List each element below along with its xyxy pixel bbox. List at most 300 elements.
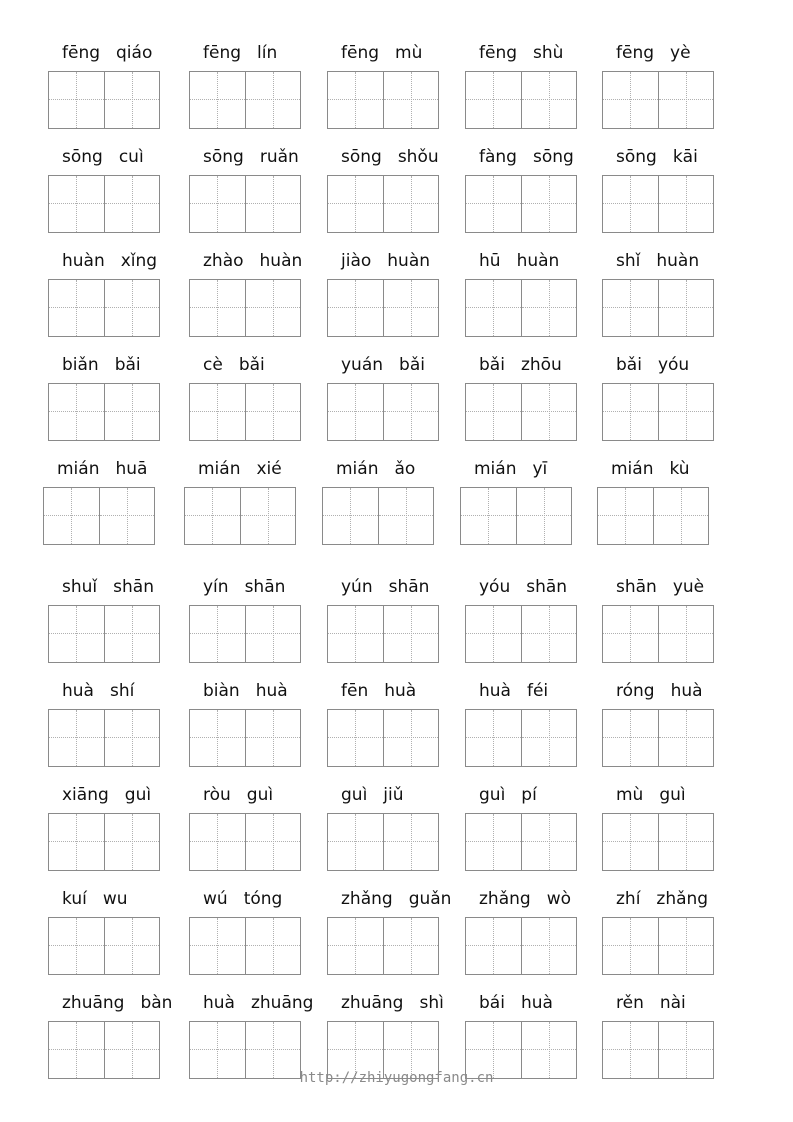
word-item xyxy=(602,888,714,988)
writing-grid xyxy=(189,813,301,871)
word-item xyxy=(327,354,439,454)
character-cell[interactable] xyxy=(658,918,713,974)
pinyin-syllable: guì xyxy=(479,785,506,805)
guide-line-vertical xyxy=(681,488,682,544)
character-cell[interactable] xyxy=(658,814,713,870)
character-cell[interactable] xyxy=(658,710,713,766)
character-cell[interactable] xyxy=(245,72,300,128)
pinyin-syllable: shí xyxy=(109,681,135,701)
pinyin-label xyxy=(341,680,416,702)
pinyin-label xyxy=(616,250,699,272)
word-row xyxy=(0,42,793,146)
character-cell[interactable] xyxy=(190,918,245,974)
pinyin-syllable: jiào xyxy=(341,251,372,271)
character-cell[interactable] xyxy=(603,280,658,336)
word-row xyxy=(0,888,793,992)
pinyin-syllable: guì xyxy=(659,785,686,805)
character-cell[interactable] xyxy=(104,384,159,440)
pinyin-syllable: shǒu xyxy=(397,147,439,167)
character-cell[interactable] xyxy=(323,488,378,544)
pinyin-syllable: ruǎn xyxy=(259,147,299,167)
writing-grid xyxy=(602,605,714,663)
pinyin-label xyxy=(341,784,404,806)
word-item xyxy=(602,146,714,246)
pinyin-syllable: yuè xyxy=(672,577,705,597)
pinyin-syllable: róng xyxy=(616,681,655,701)
pinyin-label xyxy=(203,250,302,272)
pinyin-syllable: mián xyxy=(474,459,517,479)
pinyin-syllable: huà xyxy=(255,681,288,701)
writing-grid xyxy=(189,917,301,975)
pinyin-syllable: biǎn xyxy=(62,355,99,375)
guide-line-vertical xyxy=(76,710,77,766)
guide-line-vertical xyxy=(686,814,687,870)
pinyin-label xyxy=(611,458,690,480)
character-cell[interactable] xyxy=(383,606,438,662)
pinyin-syllable: bǎi xyxy=(616,355,642,375)
character-cell[interactable] xyxy=(658,280,713,336)
word-item xyxy=(327,888,452,988)
pinyin-syllable: féi xyxy=(526,681,549,701)
character-cell[interactable] xyxy=(466,814,521,870)
guide-line-vertical xyxy=(630,814,631,870)
character-cell[interactable] xyxy=(49,72,104,128)
pinyin-label xyxy=(341,250,430,272)
character-cell[interactable] xyxy=(521,384,576,440)
pinyin-label xyxy=(474,458,547,480)
pinyin-syllable: shuǐ xyxy=(62,577,98,597)
pinyin-label xyxy=(203,784,273,806)
pinyin-label xyxy=(479,784,537,806)
word-item xyxy=(465,576,577,676)
guide-line-vertical xyxy=(406,488,407,544)
character-cell[interactable] xyxy=(245,606,300,662)
guide-line-vertical xyxy=(71,488,72,544)
word-item xyxy=(327,146,439,246)
pinyin-label xyxy=(203,992,313,1014)
character-cell[interactable] xyxy=(245,280,300,336)
word-row xyxy=(0,354,793,458)
character-cell[interactable] xyxy=(190,814,245,870)
pinyin-label xyxy=(57,458,147,480)
character-cell[interactable] xyxy=(245,710,300,766)
guide-line-vertical xyxy=(549,72,550,128)
guide-line-vertical xyxy=(625,488,626,544)
guide-line-vertical xyxy=(76,384,77,440)
pinyin-syllable: cè xyxy=(203,355,223,375)
character-cell[interactable] xyxy=(328,710,383,766)
character-cell[interactable] xyxy=(190,280,245,336)
character-cell[interactable] xyxy=(104,814,159,870)
character-cell[interactable] xyxy=(190,176,245,232)
word-item xyxy=(465,354,577,454)
pinyin-syllable: xǐng xyxy=(120,251,158,271)
pinyin-syllable: shì xyxy=(419,993,444,1013)
character-cell[interactable] xyxy=(383,72,438,128)
writing-grid xyxy=(460,487,572,545)
writing-grid xyxy=(327,71,439,129)
word-item xyxy=(327,576,439,676)
pinyin-syllable: huà xyxy=(670,681,703,701)
writing-grid xyxy=(189,71,301,129)
word-item xyxy=(322,458,434,558)
character-cell[interactable] xyxy=(49,814,104,870)
pinyin-label xyxy=(62,146,144,168)
writing-grid xyxy=(465,383,577,441)
word-item xyxy=(189,250,301,350)
pinyin-syllable: shān xyxy=(244,577,286,597)
guide-line-vertical xyxy=(493,814,494,870)
pinyin-label xyxy=(62,250,157,272)
pinyin-label xyxy=(479,576,567,598)
guide-line-vertical xyxy=(132,710,133,766)
writing-grid xyxy=(327,917,439,975)
pinyin-syllable: yún xyxy=(341,577,373,597)
pinyin-syllable: zhí xyxy=(616,889,641,909)
character-cell[interactable] xyxy=(185,488,240,544)
guide-line-vertical xyxy=(76,918,77,974)
writing-grid xyxy=(327,175,439,233)
word-item xyxy=(48,576,160,676)
character-cell[interactable] xyxy=(466,384,521,440)
writing-grid xyxy=(327,383,439,441)
writing-grid xyxy=(48,383,160,441)
pinyin-syllable: sōng xyxy=(532,147,574,167)
guide-line-vertical xyxy=(493,918,494,974)
pinyin-label xyxy=(62,784,151,806)
word-item xyxy=(602,576,714,676)
character-cell[interactable] xyxy=(328,606,383,662)
word-item xyxy=(460,458,572,558)
pinyin-label xyxy=(616,146,698,168)
character-cell[interactable] xyxy=(603,384,658,440)
word-row xyxy=(0,576,793,680)
guide-line-vertical xyxy=(686,72,687,128)
word-item xyxy=(465,42,577,142)
pinyin-syllable: mián xyxy=(57,459,100,479)
pinyin-label xyxy=(203,42,277,64)
pinyin-syllable: fēng xyxy=(203,43,242,63)
word-item xyxy=(465,146,577,246)
character-cell[interactable] xyxy=(99,488,154,544)
character-cell[interactable] xyxy=(328,384,383,440)
character-cell[interactable] xyxy=(383,384,438,440)
character-cell[interactable] xyxy=(466,176,521,232)
character-cell[interactable] xyxy=(603,710,658,766)
character-cell[interactable] xyxy=(521,606,576,662)
pinyin-syllable: fēng xyxy=(62,43,101,63)
character-cell[interactable] xyxy=(516,488,571,544)
pinyin-syllable: sōng xyxy=(616,147,657,167)
pinyin-syllable: mián xyxy=(336,459,379,479)
guide-line-vertical xyxy=(411,710,412,766)
word-row xyxy=(0,784,793,888)
character-cell[interactable] xyxy=(49,606,104,662)
pinyin-label xyxy=(616,576,704,598)
word-item xyxy=(602,354,714,454)
character-cell[interactable] xyxy=(383,280,438,336)
pinyin-syllable: bǎi xyxy=(238,355,265,375)
pinyin-syllable: shù xyxy=(533,43,564,63)
pinyin-label xyxy=(203,888,282,910)
writing-grid xyxy=(327,813,439,871)
guide-line-vertical xyxy=(355,814,356,870)
guide-line-vertical xyxy=(76,814,77,870)
word-item xyxy=(189,784,301,884)
word-item xyxy=(602,250,714,350)
character-cell[interactable] xyxy=(245,918,300,974)
guide-line-vertical xyxy=(493,606,494,662)
character-cell[interactable] xyxy=(521,72,576,128)
guide-line-vertical xyxy=(273,384,274,440)
word-item xyxy=(327,680,439,780)
character-cell[interactable] xyxy=(240,488,295,544)
pinyin-label xyxy=(62,354,141,376)
guide-line-vertical xyxy=(132,384,133,440)
pinyin-label xyxy=(203,680,288,702)
guide-line-vertical xyxy=(686,280,687,336)
pinyin-syllable: zhǎng xyxy=(479,889,531,909)
pinyin-label xyxy=(616,354,689,376)
character-cell[interactable] xyxy=(598,488,653,544)
character-cell[interactable] xyxy=(521,280,576,336)
guide-line-vertical xyxy=(630,384,631,440)
character-cell[interactable] xyxy=(603,814,658,870)
guide-line-vertical xyxy=(355,606,356,662)
pinyin-syllable: sōng xyxy=(203,147,244,167)
writing-grid xyxy=(602,813,714,871)
word-item xyxy=(189,576,301,676)
character-cell[interactable] xyxy=(245,814,300,870)
character-cell[interactable] xyxy=(378,488,433,544)
writing-grid xyxy=(602,917,714,975)
character-cell[interactable] xyxy=(245,176,300,232)
character-cell[interactable] xyxy=(49,176,104,232)
character-cell[interactable] xyxy=(104,176,159,232)
writing-grid xyxy=(602,175,714,233)
guide-line-vertical xyxy=(411,814,412,870)
character-cell[interactable] xyxy=(466,280,521,336)
character-cell[interactable] xyxy=(104,710,159,766)
guide-line-vertical xyxy=(411,918,412,974)
character-cell[interactable] xyxy=(190,710,245,766)
pinyin-syllable: zhǎng xyxy=(341,889,393,909)
word-item xyxy=(602,784,714,884)
writing-grid xyxy=(48,709,160,767)
guide-line-vertical xyxy=(493,384,494,440)
character-cell[interactable] xyxy=(245,384,300,440)
writing-grid xyxy=(597,487,709,545)
pinyin-syllable: cuì xyxy=(118,147,144,167)
guide-line-vertical xyxy=(493,710,494,766)
character-cell[interactable] xyxy=(383,176,438,232)
guide-line-vertical xyxy=(355,72,356,128)
guide-line-vertical xyxy=(549,918,550,974)
character-cell[interactable] xyxy=(603,176,658,232)
pinyin-syllable: sōng xyxy=(62,147,103,167)
character-cell[interactable] xyxy=(603,606,658,662)
writing-grid xyxy=(322,487,434,545)
guide-line-vertical xyxy=(493,176,494,232)
guide-line-vertical xyxy=(350,488,351,544)
word-item xyxy=(48,888,160,988)
pinyin-syllable: wú xyxy=(203,889,228,909)
pinyin-syllable: shān xyxy=(113,577,154,597)
word-item xyxy=(189,42,301,142)
writing-grid xyxy=(189,279,301,337)
pinyin-syllable: bǎi xyxy=(114,355,141,375)
guide-line-vertical xyxy=(630,280,631,336)
guide-line-vertical xyxy=(630,72,631,128)
character-cell[interactable] xyxy=(461,488,516,544)
word-item xyxy=(48,784,160,884)
character-cell[interactable] xyxy=(328,280,383,336)
character-cell[interactable] xyxy=(49,280,104,336)
character-cell[interactable] xyxy=(658,384,713,440)
character-cell[interactable] xyxy=(104,72,159,128)
character-cell[interactable] xyxy=(383,918,438,974)
word-row xyxy=(0,250,793,354)
writing-grid xyxy=(327,605,439,663)
pinyin-syllable: zhuāng xyxy=(341,993,404,1013)
guide-line-vertical xyxy=(411,384,412,440)
word-row xyxy=(0,146,793,250)
guide-line-vertical xyxy=(76,606,77,662)
pinyin-label xyxy=(616,784,686,806)
character-cell[interactable] xyxy=(603,918,658,974)
word-item xyxy=(48,354,160,454)
character-cell[interactable] xyxy=(190,606,245,662)
character-cell[interactable] xyxy=(521,814,576,870)
character-cell[interactable] xyxy=(658,606,713,662)
character-cell[interactable] xyxy=(49,384,104,440)
pinyin-label xyxy=(62,992,172,1014)
pinyin-syllable: zhǎng xyxy=(656,889,709,909)
pinyin-syllable: sōng xyxy=(341,147,382,167)
guide-line-vertical xyxy=(273,606,274,662)
pinyin-syllable: ǎo xyxy=(394,459,416,479)
character-cell[interactable] xyxy=(658,72,713,128)
character-cell[interactable] xyxy=(603,72,658,128)
character-cell[interactable] xyxy=(44,488,99,544)
pinyin-syllable: guì xyxy=(246,785,274,805)
character-cell[interactable] xyxy=(466,72,521,128)
character-cell[interactable] xyxy=(49,710,104,766)
pinyin-syllable: ròu xyxy=(203,785,231,805)
pinyin-syllable: huā xyxy=(115,459,148,479)
character-cell[interactable] xyxy=(521,710,576,766)
guide-line-vertical xyxy=(132,918,133,974)
pinyin-syllable: kù xyxy=(669,459,690,479)
pinyin-label xyxy=(479,250,559,272)
character-cell[interactable] xyxy=(653,488,708,544)
pinyin-syllable: fēn xyxy=(341,681,369,701)
pinyin-syllable: mián xyxy=(198,459,241,479)
writing-grid xyxy=(465,709,577,767)
character-cell[interactable] xyxy=(466,606,521,662)
pinyin-label xyxy=(341,42,422,64)
writing-grid xyxy=(465,175,577,233)
character-cell[interactable] xyxy=(104,606,159,662)
pinyin-label xyxy=(336,458,415,480)
character-cell[interactable] xyxy=(49,918,104,974)
guide-line-vertical xyxy=(217,814,218,870)
character-cell[interactable] xyxy=(104,280,159,336)
character-cell[interactable] xyxy=(328,918,383,974)
word-item xyxy=(48,42,160,142)
writing-grid xyxy=(189,605,301,663)
pinyin-label xyxy=(479,992,553,1014)
writing-grid xyxy=(184,487,296,545)
word-item xyxy=(465,784,577,884)
guide-line-vertical xyxy=(630,710,631,766)
character-cell[interactable] xyxy=(190,384,245,440)
pinyin-syllable: huà xyxy=(203,993,235,1013)
pinyin-syllable: fēng xyxy=(479,43,518,63)
guide-line-vertical xyxy=(488,488,489,544)
pinyin-syllable: wu xyxy=(102,889,128,909)
character-cell[interactable] xyxy=(328,72,383,128)
pinyin-syllable: zhào xyxy=(203,251,244,271)
guide-line-vertical xyxy=(217,710,218,766)
pinyin-label xyxy=(62,42,152,64)
pinyin-syllable: yóu xyxy=(479,577,511,597)
guide-line-vertical xyxy=(686,710,687,766)
pinyin-syllable: bàn xyxy=(140,993,173,1013)
pinyin-syllable: mù xyxy=(616,785,644,805)
character-cell[interactable] xyxy=(521,918,576,974)
pinyin-syllable: shān xyxy=(616,577,657,597)
pinyin-syllable: zhōu xyxy=(520,355,562,375)
writing-grid xyxy=(465,813,577,871)
guide-line-vertical xyxy=(411,606,412,662)
character-cell[interactable] xyxy=(521,176,576,232)
guide-line-vertical xyxy=(355,710,356,766)
pinyin-syllable: huàn xyxy=(656,251,700,271)
writing-grid xyxy=(602,279,714,337)
pinyin-label xyxy=(62,680,134,702)
character-cell[interactable] xyxy=(466,710,521,766)
word-item xyxy=(465,888,577,988)
pinyin-label xyxy=(341,146,439,168)
pinyin-label xyxy=(341,354,425,376)
pinyin-syllable: yè xyxy=(670,43,691,63)
guide-line-vertical xyxy=(273,710,274,766)
pinyin-syllable: huàn xyxy=(516,251,560,271)
character-cell[interactable] xyxy=(383,710,438,766)
character-cell[interactable] xyxy=(328,176,383,232)
pinyin-syllable: hū xyxy=(479,251,501,271)
word-row xyxy=(0,680,793,784)
pinyin-label xyxy=(479,888,571,910)
guide-line-vertical xyxy=(355,280,356,336)
pinyin-syllable: yuán xyxy=(341,355,384,375)
pinyin-label xyxy=(479,354,562,376)
pinyin-label xyxy=(479,680,548,702)
pinyin-syllable: huà xyxy=(384,681,417,701)
guide-line-vertical xyxy=(132,176,133,232)
writing-grid xyxy=(465,917,577,975)
character-cell[interactable] xyxy=(190,72,245,128)
character-cell[interactable] xyxy=(328,814,383,870)
guide-line-vertical xyxy=(217,384,218,440)
character-cell[interactable] xyxy=(383,814,438,870)
pinyin-label xyxy=(616,680,703,702)
character-cell[interactable] xyxy=(466,918,521,974)
character-cell[interactable] xyxy=(104,918,159,974)
guide-line-vertical xyxy=(686,384,687,440)
character-cell[interactable] xyxy=(658,176,713,232)
